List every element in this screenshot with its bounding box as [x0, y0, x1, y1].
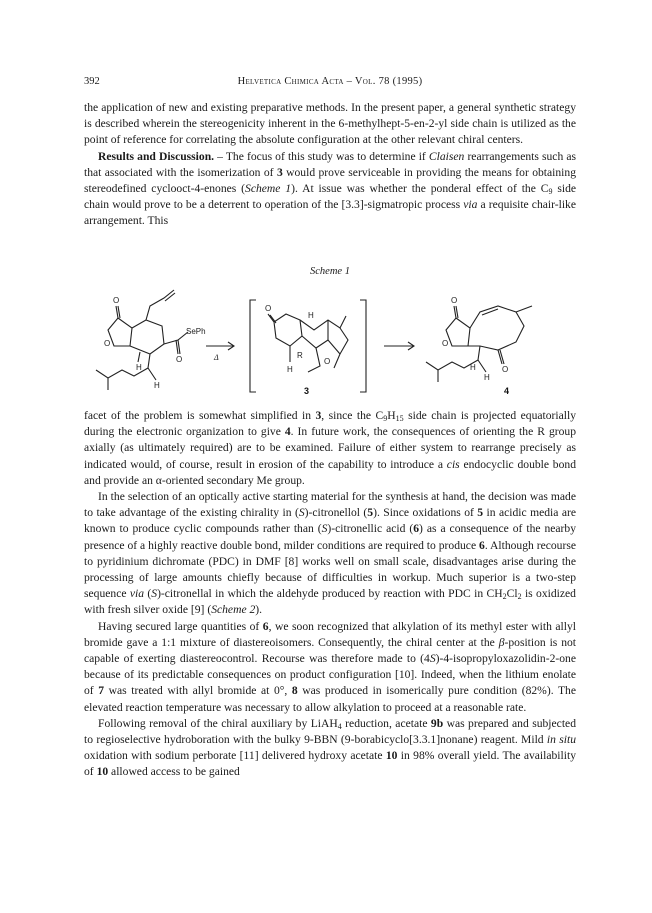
atom-label-r: R	[297, 351, 303, 360]
atom-label-o: O	[324, 357, 331, 366]
page-number: 392	[84, 76, 100, 87]
atom-label-h: H	[287, 365, 293, 374]
scheme-ref: Scheme 1	[245, 182, 292, 196]
paragraph-facet: facet of the problem is somewhat simplified in 3, since the $C_9H_{15}$ side chain is projected equatorially during the electronic organization to give 4. In future work, the consequences of orienting the R group axially (as ultimately required) are to be examined. Failure of either system to rearrange precisely as indicated would, of course, result in erosion of the capability to introduce a cis endocyclic double bond and provide an α-oriented secondary Me group.	[84, 409, 576, 487]
compound-ref-3: 3	[276, 165, 283, 179]
heat-symbol: Δ	[214, 353, 219, 362]
atom-label-o: O	[451, 296, 458, 305]
paragraph-results: Results and Discussion. – The focus of this study was to determine if Claisen rearrangements such as that associated with the isomerization of 3 would prove serviceable in providing the means for obtaining stereodefined cyclooct-4-enones (Scheme 1). At issue was whether the ponderal effect of the $C_9$ side chain would prove to be a deterrent to operation of the [3.3]-sigmatropic process via a requisite chair-like arrangement. This	[84, 149, 577, 228]
text-block-top	[84, 100, 576, 230]
atom-label-o: O	[113, 296, 120, 305]
atom-label-o: O	[265, 304, 272, 313]
atom-label-o: O	[104, 339, 111, 348]
compound-label-4: 4	[504, 386, 510, 396]
atom-label-h: H	[136, 363, 142, 372]
reaction-scheme-drawing	[84, 280, 576, 400]
paragraph-intro-end: the application of new and existing preparative methods. In the present paper, a general synthetic strategy is described wherein the stereogenicity inherent in the 6-methylhept-5-en-2-yl side chain is utilized as the point of reference for correlating the absolute configuration at the other relevant chiral centers.	[84, 101, 576, 147]
atom-label-o: O	[502, 365, 509, 374]
compound-label-3: 3	[304, 386, 310, 396]
text-block-bottom	[84, 408, 576, 781]
atom-label-h: H	[154, 381, 160, 390]
atom-label-h: H	[470, 363, 476, 372]
section-heading: Results and Discussion.	[98, 149, 215, 163]
running-header	[84, 76, 576, 90]
atom-label-o: O	[176, 355, 183, 364]
paragraph-hydroboration: Following removal of the chiral auxiliary by LiAH$_4$ reduction, acetate 9b was prepared and subjected to regioselective hydroboration with the bulky 9-BBN (9-borabicyclo[3.3.1]nonane) reagent. Mild in situ oxidation with sodium perborate [11] delivered hydroxy acetate 10 in 98% overall yield. The availability of 10 allowed access to be gained	[84, 716, 577, 779]
starting-material-structure	[96, 290, 532, 392]
atom-label-h: H	[308, 311, 314, 320]
seph-label: SePh	[186, 327, 206, 336]
paragraph-alkylation: Having secured large quantities of 6, we soon recognized that alkylation of its methyl ester with allyl bromide gave a 1:1 mixture of diastereoisomers. Consequently, the chiral center at the β-position is not capable of exerting diastereocontrol. Recourse was therefore made to (4S)-4-isopropyloxazolidin-2-one because of its predictable consequences on product configuration [10]. Indeed, when the lithium enolate of 7 was treated with allyl bromide at 0°, 8 was produced in isomerically pure condition (82%). The elevated reaction temperature was necessary to allow alkylation to proceed at a reasonable rate.	[84, 619, 577, 714]
scheme-title: Scheme 1	[310, 266, 350, 277]
atom-label-h: H	[484, 373, 490, 382]
transition-state-structure	[268, 314, 348, 372]
atom-label-o: O	[442, 339, 449, 348]
paragraph-citronellol: In the selection of an optically active starting material for the synthesis at hand, the decision was made to take advantage of the existing chirality in (S)-citronellol (5). Since oxidations of 5 in acidic media are known to produce cyclic compounds rather than (S)-citronellic acid (6) as a consequence of the nearby presence of a highly reactive double bond, milder conditions are required to produce 6. Although recourse to pyridinium dichromate (PDC) in DMF [8] works well on small scale, disadvantages arise during the processing of large amounts chiefly because of difficulties in workup. Much superior is a two-step sequence via (S)-citronellal in which the aldehyde produced by reaction with PDC in $CH_2Cl_2$ is oxidized with fresh silver oxide [9] (Scheme 2).	[84, 490, 577, 617]
scheme-1-figure	[84, 280, 576, 400]
journal-title: Helvetica Chimica Acta – Vol. 78 (1995)	[237, 76, 423, 87]
